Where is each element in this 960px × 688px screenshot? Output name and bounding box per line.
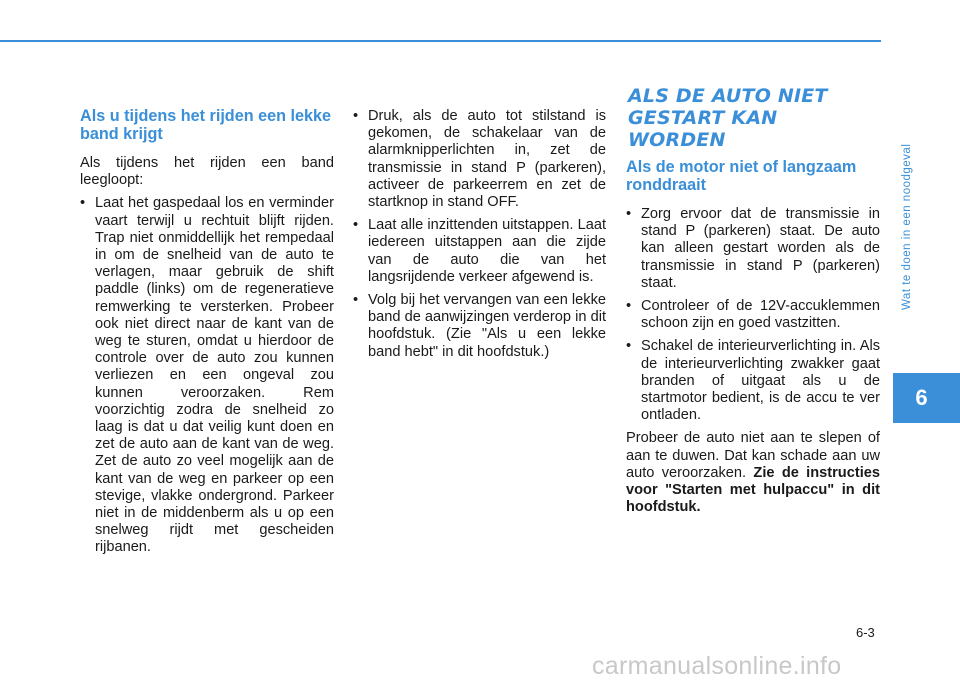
list-item: • Laat alle inzittenden uitstappen. Laat iedereen uitstappen aan die zijde van de auto die van het langsrijdende verkeer afgewend is.	[353, 217, 606, 286]
engine-checks-list	[626, 206, 880, 424]
watermark: carmanualsonline.info	[592, 652, 842, 680]
list-item: • Laat het gaspedaal los en verminder vaart terwijl u rechtuit blijft rijden. Trap niet onmiddellijk het rempedaal in om de snelheid van de auto te verlagen, maar gebruik de shift paddle (links) om de regeneratieve remwerking te versterken. Probeer ook niet direct naar de kant van de weg te sturen, omdat u hierdoor de controle over de auto zou kunnen verliezen en een ongeval zou kunnen veroorzaken. Rem voorzichtig zodra de snelheid zo laag is dat u dat veilig kunt doen en zet de auto aan de kant van de weg. Zet de auto zo veel mogelijk aan de kant van de weg en parkeer op een stevige, vlakke ondergrond. Parkeer niet in de middenberm als u op een snelweg rijdt met gescheiden rijbanen.	[80, 195, 334, 556]
top-rule	[0, 40, 881, 42]
section-title-line1: ALS DE AUTO NIET	[628, 85, 828, 107]
flat-tire-list	[80, 195, 334, 556]
engine-heading: Als de motor niet of langzaam ronddraait	[626, 158, 857, 194]
flat-tire-steps-list	[353, 108, 606, 361]
section-title-line2: GESTART KAN WORDEN	[628, 107, 778, 151]
section-title	[628, 85, 880, 151]
column-left	[80, 108, 334, 563]
closing-text: Probeer de auto niet aan te slepen of aan te duwen. Dat kan schade aan uw auto veroorzaken.	[626, 430, 880, 481]
closing-paragraph	[626, 430, 880, 516]
closing-reference: Zie de instructies voor "Starten met hulpaccu" in dit hoofdstuk.	[626, 464, 880, 516]
list-item: • Volg bij het vervangen van een lekke band de aanwijzingen verderop in dit hoofdstuk. (Zie "Als u een lekke band hebt" in dit hoofdstuk.)	[353, 292, 606, 361]
column-middle	[353, 108, 606, 367]
flat-tire-intro: Als tijdens het rijden een band leegloopt:	[80, 155, 334, 189]
list-item: • Druk, als de auto tot stilstand is gekomen, de schakelaar van de alarmknipperlichten in, zet de transmissie in stand P (parkeren), activeer de parkeerrem en zet de startknop in stand OFF.	[353, 108, 606, 211]
list-item: • Schakel de interieurverlichting in. Als de interieurverlichting zwakker gaat branden of uitgaat als u de startmotor bedient, is de accu te ver ontladen.	[626, 338, 880, 424]
list-item: • Zorg ervoor dat de transmissie in stand P (parkeren) staat. De auto kan alleen gestart worden als de transmissie in stand P (parkeren) staat.	[626, 206, 880, 292]
list-item: • Controleer of de 12V-accuklemmen schoon zijn en goed vastzitten.	[626, 298, 880, 332]
chapter-sidebar-label: Wat te doen in een noodgeval	[901, 143, 913, 311]
page-number: 6-3	[856, 625, 875, 640]
column-right	[626, 85, 880, 522]
flat-tire-heading: Als u tijdens het rijden een lekke band krijgt	[80, 107, 331, 143]
chapter-tab: 6	[893, 373, 960, 423]
